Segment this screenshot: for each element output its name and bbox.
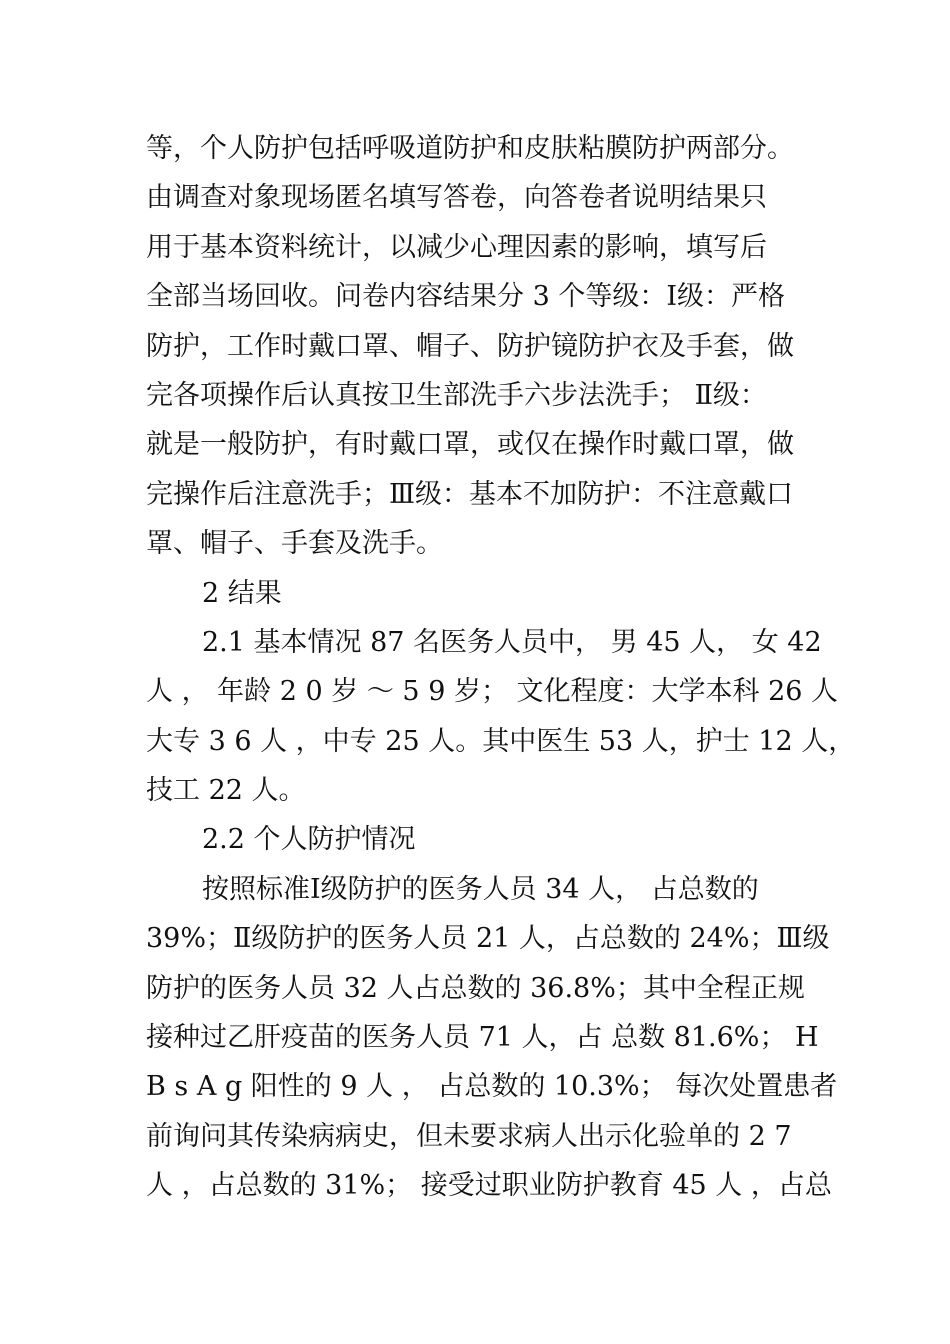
text-line: 按照标准Ⅰ级防护的医务人员 34 人， 占总数的: [202, 873, 759, 905]
text-line: 接种过乙肝疫苗的医务人员 71 人，占 总数 81.6%； H: [146, 1022, 819, 1054]
text-line: 完操作后注意洗手；Ⅲ级：基本不加防护：不注意戴口: [146, 478, 794, 510]
text-line: 等，个人防护包括呼吸道防护和皮肤粘膜防护两部分。: [146, 133, 794, 164]
text-line: 防护的医务人员 32 人占总数的 36.8%；其中全程正规: [146, 972, 805, 1004]
text-line: 防护，工作时戴口罩、帽子、防护镜防护衣及手套，做: [146, 330, 794, 362]
text-line: 前询问其传染病病史，但未要求病人出示化验单的 2 7: [146, 1120, 792, 1152]
text-line: 罩、帽子、手套及洗手。: [146, 528, 443, 560]
text-line: 全部当场回收。问卷内容结果分 3 个等级：Ⅰ级：严格: [146, 281, 786, 313]
text-line: B s A g 阳性的 9 人 ， 占总数的 10.3%； 每次处置患者: [146, 1071, 838, 1103]
text-line: 人 ，占总数的 31%； 接受过职业防护教育 45 人 ，占总: [146, 1170, 832, 1202]
text-line: 由调查对象现场匿名填写答卷，向答卷者说明结果只: [146, 182, 767, 214]
text-line: 完各项操作后认真按卫生部洗手六步法洗手； Ⅱ级：: [146, 379, 767, 411]
text-line: 大专 3 6 人 ，中专 25 人。其中医生 53 人，护士 12 人，: [146, 725, 856, 757]
body-text: [146, 124, 856, 1211]
section-heading: 2 结果: [202, 577, 282, 609]
text-line: 就是一般防护，有时戴口罩，或仅在操作时戴口罩，做: [146, 429, 794, 461]
text-line: 人 ， 年龄 2 0 岁 ～ 5 9 岁； 文化程度：大学本科 26 人: [146, 676, 839, 708]
text-line: 39%；Ⅱ级防护的医务人员 21 人，占总数的 24%；Ⅲ级: [146, 923, 830, 955]
text-line: 2.1 基本情况 87 名医务人员中， 男 45 人， 女 42: [202, 626, 822, 658]
subsection-heading: 2.2 个人防护情况: [202, 824, 416, 856]
text-line: 用于基本资料统计，以减少心理因素的影响，填写后: [146, 231, 767, 263]
text-line: 技工 22 人。: [146, 775, 306, 807]
